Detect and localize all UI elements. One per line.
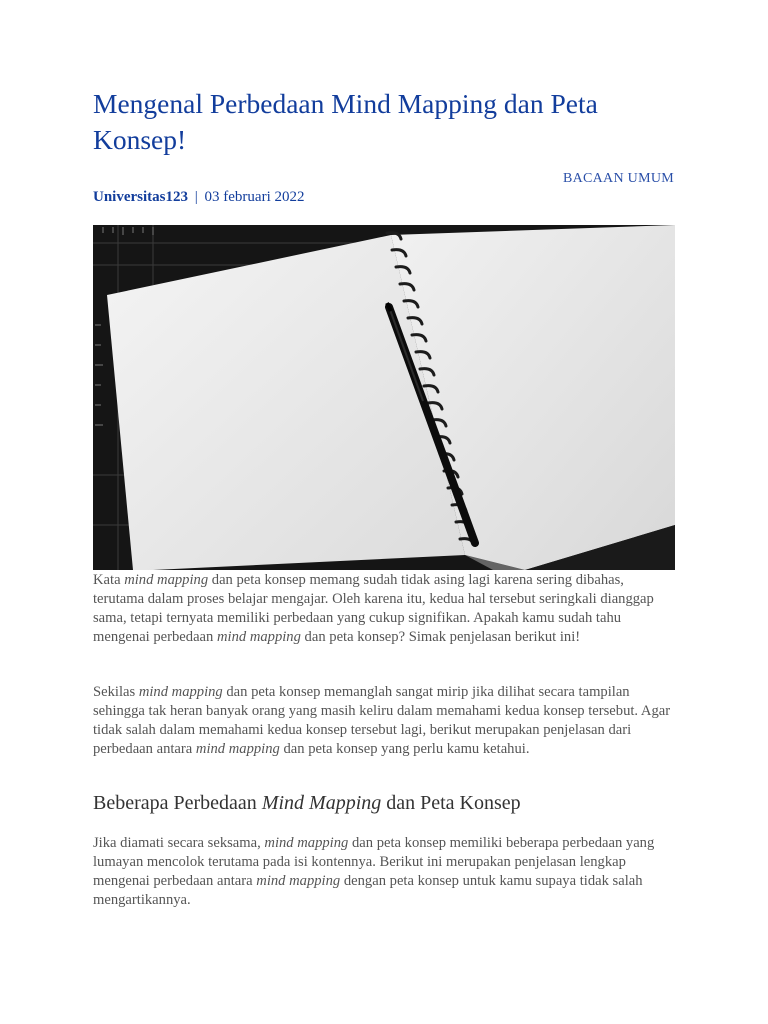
publish-date: 03 februari 2022 bbox=[204, 189, 305, 205]
text-run: dan peta konsep memang sudah tidak asing lagi karena sering dibahas, terutama dalam proses belajar mengajar. Oleh karena itu, kedua hal tersebut seringkali dianggap sama, tetapi ternyata memiliki perbedaan yang cukup signifikan. Apakah kamu sudah tahu mengenai perbedaan bbox=[93, 572, 654, 645]
text-run: Kata bbox=[93, 572, 125, 588]
notebook-photo bbox=[93, 225, 675, 570]
section-heading bbox=[93, 792, 521, 815]
text-run: dan peta konsep yang perlu kamu ketahui. bbox=[279, 741, 530, 757]
text-run: dan peta konsep memiliki beberapa perbedaan yang lumayan mencolok terutama pada isi kontennya. Berikut ini merupakan penjelasan lengkap mengenai perbedaan antara bbox=[93, 835, 655, 889]
text-run: Sekilas bbox=[93, 684, 139, 700]
text-run: dan Peta Konsep bbox=[381, 792, 521, 814]
italic-term: mind mapping bbox=[195, 741, 280, 757]
second-paragraph bbox=[93, 683, 678, 759]
text-run: dan peta konsep memanglah sangat mirip jika dilihat secara tampilan sehingga tak heran banyak orang yang masih keliru dalam memahami kedua konsep tersebut. Agar tidak salah dalam memahami kedua konsep tersebut lagi, berikut merupakan penjelasan dari perbedaan antara bbox=[93, 684, 671, 757]
italic-term: mind mapping bbox=[264, 835, 349, 851]
hero-image bbox=[93, 225, 675, 570]
text-run: dan peta konsep? Simak penjelasan berikut ini! bbox=[300, 629, 581, 645]
author-name[interactable]: Universitas123 bbox=[93, 189, 188, 205]
article-meta bbox=[93, 189, 304, 206]
text-run: Jika diamati secara seksama, bbox=[93, 835, 265, 851]
category-link[interactable]: BACAAN UMUM bbox=[562, 171, 674, 186]
italic-term: mind mapping bbox=[216, 629, 301, 645]
text-run: dengan peta konsep untuk kamu supaya tidak salah mengartikannya. bbox=[93, 873, 643, 908]
italic-term: mind mapping bbox=[138, 684, 223, 700]
italic-term: mind mapping bbox=[256, 873, 341, 889]
text-run: Beberapa Perbedaan bbox=[93, 792, 262, 814]
italic-term: mind mapping bbox=[124, 572, 209, 588]
intro-paragraph bbox=[93, 571, 678, 647]
meta-separator: | bbox=[194, 189, 198, 205]
italic-term: Mind Mapping bbox=[261, 792, 382, 814]
third-paragraph bbox=[93, 834, 678, 910]
article-title: Mengenal Perbedaan Mind Mapping dan Peta Konsep! bbox=[93, 88, 598, 155]
